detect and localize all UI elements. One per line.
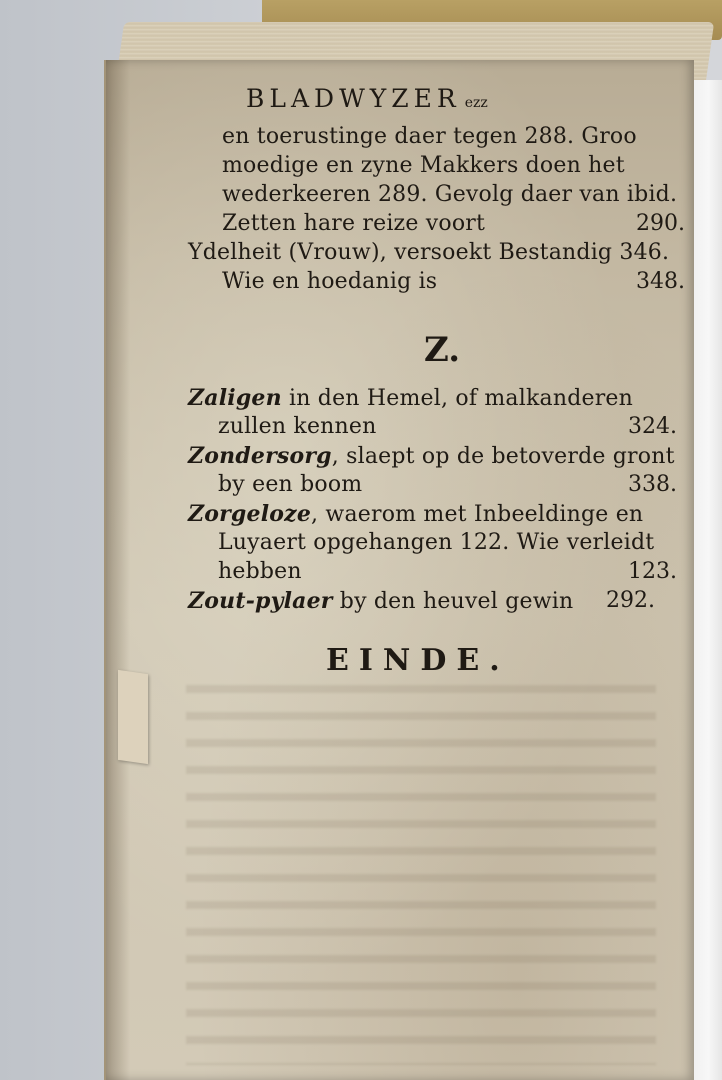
closing-word: EINDE. bbox=[326, 643, 510, 678]
gutter-shadow bbox=[106, 60, 130, 1080]
page-tear bbox=[118, 670, 148, 764]
entry-continuation: by een boom bbox=[218, 472, 363, 497]
index-line: Wie en hoedanig is bbox=[222, 269, 438, 294]
entry-text: by den heuvel gewin bbox=[332, 589, 574, 614]
running-header bbox=[246, 84, 488, 113]
entry-continuation: Luyaert opgehangen 122. Wie verleidt bbox=[218, 530, 655, 555]
entry-text: in den Hemel, of malkanderen bbox=[281, 386, 633, 411]
index-entry bbox=[188, 501, 643, 527]
show-through-text bbox=[186, 685, 656, 1065]
entry-continuation: hebben bbox=[218, 559, 302, 584]
page-number: 348. bbox=[636, 269, 685, 294]
index-line: Ydelheit (Vrouw), versoekt Bestandig 346. bbox=[188, 240, 670, 265]
index-entry bbox=[188, 588, 573, 614]
index-line: wederkeeren 289. Gevolg daer van ibid. bbox=[222, 182, 678, 207]
page-number: 290. bbox=[636, 211, 685, 236]
entry-head: Zout-pylaer bbox=[188, 588, 333, 614]
section-letter: Z. bbox=[424, 330, 461, 370]
page-number: 324. bbox=[628, 414, 677, 439]
index-line: moedige en zyne Makkers doen het bbox=[222, 153, 625, 178]
entry-head: Zondersorg bbox=[188, 443, 332, 469]
page-number: 123. bbox=[628, 559, 677, 584]
page-number: 292. bbox=[606, 588, 655, 613]
index-line: en toerustinge daer tegen 288. Groo bbox=[222, 124, 637, 149]
entry-text: , waerom met Inbeeldinge en bbox=[311, 502, 644, 527]
entry-head: Zorgeloze bbox=[188, 501, 312, 527]
entry-head: Zaligen bbox=[188, 385, 282, 411]
index-entry bbox=[188, 385, 633, 411]
header-title: BLADWYZER bbox=[246, 84, 461, 113]
entry-text: , slaept op de betoverde gront bbox=[331, 444, 675, 469]
page-number: 338. bbox=[628, 472, 677, 497]
index-page bbox=[104, 60, 694, 1080]
entry-continuation: zullen kennen bbox=[218, 414, 377, 439]
index-entry bbox=[188, 443, 675, 469]
index-line: Zetten hare reize voort bbox=[222, 211, 486, 236]
header-page-ref: ezz bbox=[464, 95, 488, 111]
